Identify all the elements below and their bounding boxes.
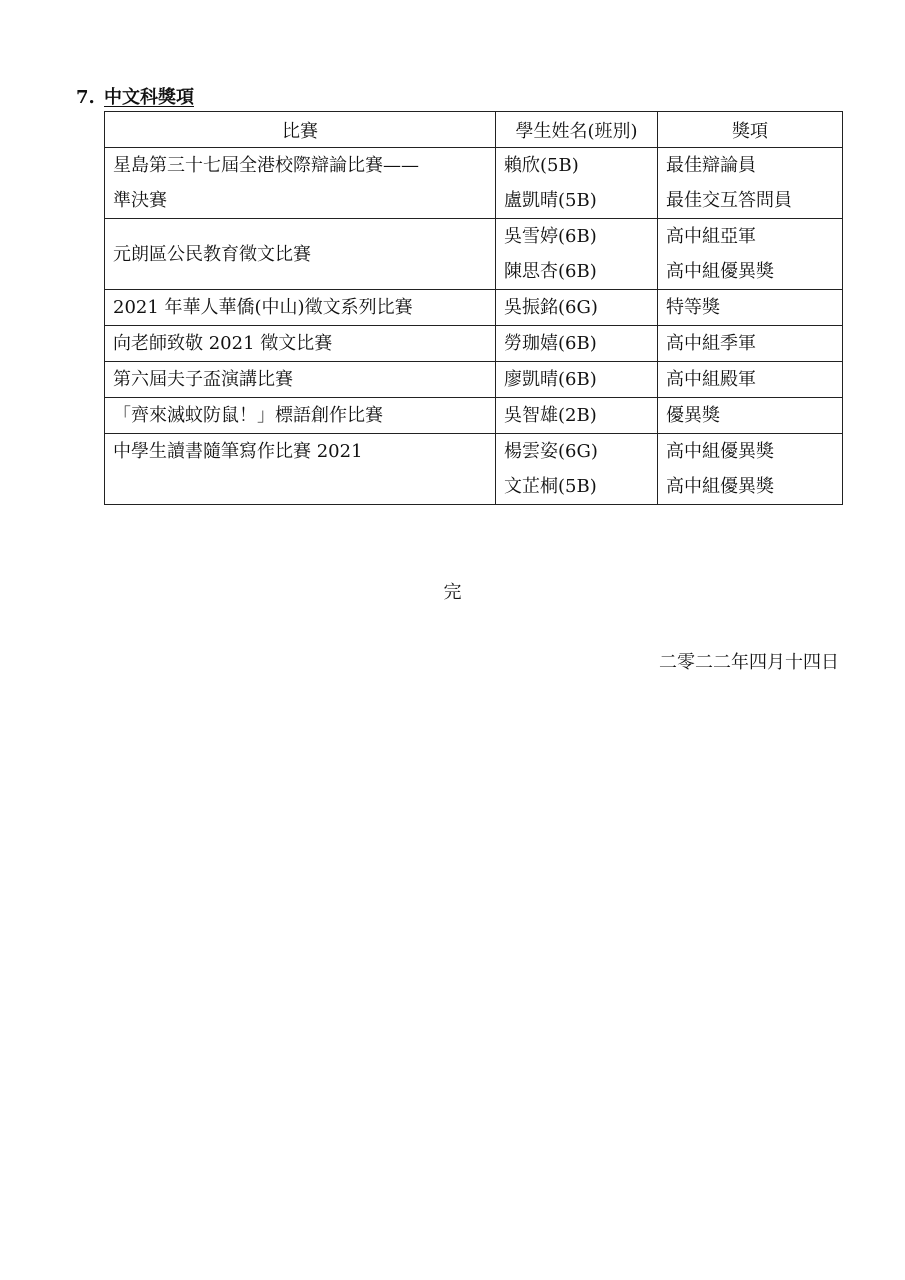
header-competition: 比賽 <box>105 112 496 148</box>
student-name: 吳雪婷(6B) <box>504 226 597 247</box>
student-name: 陳思杏(6B) <box>504 261 597 282</box>
competition-line: 星島第三十七屆全港校際辯論比賽—— <box>113 155 419 176</box>
student-name: 勞珈嬉(6B) <box>504 333 597 354</box>
student-name: 吳智雄(2B) <box>504 405 597 426</box>
table-row <box>105 148 843 219</box>
table-row <box>105 326 843 362</box>
award-name: 特等獎 <box>666 297 720 318</box>
award-cell <box>658 148 843 219</box>
student-name: 吳振銘(6G) <box>504 297 598 318</box>
table-header-row <box>105 112 843 148</box>
competition-line: 向老師致敬 2021 徵文比賽 <box>113 333 333 354</box>
award-name: 高中組優異獎 <box>666 441 774 462</box>
award-cell <box>658 326 843 362</box>
student-cell <box>496 148 658 219</box>
end-mark: 完 <box>443 582 462 603</box>
competition-cell <box>105 148 496 219</box>
student-name: 賴欣(5B) <box>504 155 579 176</box>
award-cell <box>658 219 843 290</box>
awards-table <box>104 111 843 505</box>
award-name: 最佳交互答問員 <box>666 190 792 211</box>
section-number: 7. <box>76 87 95 108</box>
award-name: 高中組亞軍 <box>666 226 756 247</box>
document-date: 二零二二年四月十四日 <box>659 652 839 673</box>
competition-cell <box>105 290 496 326</box>
student-cell <box>496 326 658 362</box>
header-award: 獎項 <box>658 112 843 148</box>
competition-line: 準決賽 <box>113 190 167 211</box>
student-name: 盧凱晴(5B) <box>504 190 597 211</box>
competition-cell <box>105 434 496 505</box>
award-name: 最佳辯論員 <box>666 155 756 176</box>
table-row <box>105 434 843 505</box>
award-name: 高中組優異獎 <box>666 261 774 282</box>
student-name: 楊雲姿(6G) <box>504 441 598 462</box>
header-student: 學生姓名(班別) <box>496 112 658 148</box>
student-cell <box>496 362 658 398</box>
table-row <box>105 398 843 434</box>
section-title: 中文科獎項 <box>104 87 194 108</box>
award-name: 優異獎 <box>666 405 720 426</box>
competition-cell <box>105 398 496 434</box>
section-heading <box>76 86 194 110</box>
student-name: 文芷桐(5B) <box>504 476 597 497</box>
competition-line: 中學生讀書隨筆寫作比賽 2021 <box>113 441 363 462</box>
competition-line: 元朗區公民教育徵文比賽 <box>113 243 311 265</box>
award-cell <box>658 434 843 505</box>
competition-line: 2021 年華人華僑(中山)徵文系列比賽 <box>113 297 413 318</box>
student-cell <box>496 219 658 290</box>
award-cell <box>658 290 843 326</box>
student-cell <box>496 434 658 505</box>
competition-line: 第六屆夫子盃演講比賽 <box>113 369 293 390</box>
student-cell <box>496 398 658 434</box>
competition-line: 「齊來滅蚊防鼠！」標語創作比賽 <box>113 405 383 426</box>
table-row <box>105 219 843 290</box>
competition-cell <box>105 362 496 398</box>
competition-cell <box>105 219 496 290</box>
award-cell <box>658 398 843 434</box>
award-cell <box>658 362 843 398</box>
competition-cell <box>105 326 496 362</box>
award-name: 高中組季軍 <box>666 333 756 354</box>
table-row <box>105 290 843 326</box>
award-name: 高中組優異獎 <box>666 476 774 497</box>
student-name: 廖凱晴(6B) <box>504 369 597 390</box>
table-row <box>105 362 843 398</box>
award-name: 高中組殿軍 <box>666 369 756 390</box>
student-cell <box>496 290 658 326</box>
